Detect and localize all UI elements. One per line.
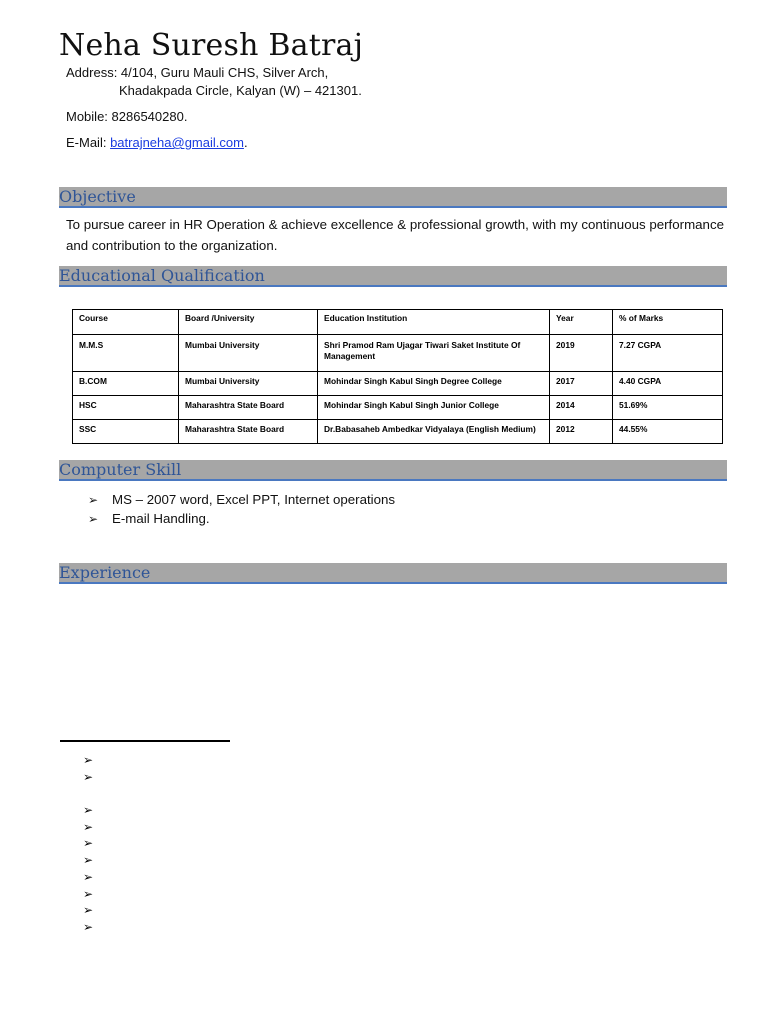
table-row [73,335,723,372]
table-cell: Mohindar Singh Kabul Singh Degree College [318,372,550,396]
list-item [88,490,395,509]
table-cell: 2019 [550,335,613,372]
table-cell: 4.40 CGPA [613,372,723,396]
table-cell: 44.55% [613,420,723,444]
table-cell: Dr.Babasaheb Ambedkar Vidyalaya (English Medium) [318,420,550,444]
arrow-bullet-icon: ➢ [83,887,94,901]
table-header-cell: Year [550,310,613,335]
arrow-bullet-icon: ➢ [83,836,94,850]
skill-text: E-mail Handling. [112,511,210,526]
arrow-bullet-icon: ➢ [83,753,94,767]
table-header-cell: Board /University [179,310,318,335]
arrow-bullet-icon: ➢ [83,920,94,934]
email-label: E-Mail: [66,135,111,150]
arrow-bullet-icon: ➢ [83,770,94,784]
section-header-objective [59,187,727,208]
arrow-bullet-icon: ➢ [83,853,94,867]
table-header-row [73,310,723,335]
table-header-cell: Education Institution [318,310,550,335]
table-cell: SSC [73,420,179,444]
email-suffix: . [243,135,248,150]
table-cell: 2014 [550,396,613,420]
education-table [72,309,723,444]
table-cell: 7.27 CGPA [613,335,723,372]
email-link[interactable]: batrajneha@gmail.com [110,135,244,150]
arrow-bullet-icon: ➢ [83,870,94,884]
table-cell: HSC [73,396,179,420]
table-cell: Mumbai University [179,372,318,396]
table-cell: Mohindar Singh Kabul Singh Junior College [318,396,550,420]
table-cell: 51.69% [613,396,723,420]
heading-underline-rule [60,740,230,742]
section-title-objective: Objective [59,187,136,206]
section-header-education [59,266,727,287]
table-cell: 2017 [550,372,613,396]
skill-text: MS – 2007 word, Excel PPT, Internet operations [112,492,396,507]
arrow-bullet-icon: ➢ [83,803,94,817]
table-cell: M.M.S [73,335,179,372]
arrow-bullet-icon: ➢ [83,820,94,834]
address-line-2: Khadakpada Circle, Kalyan (W) – 421301. [119,83,362,98]
table-row [73,420,723,444]
table-header-cell: % of Marks [613,310,723,335]
table-cell: Maharashtra State Board [179,396,318,420]
objective-text: To pursue career in HR Operation & achieve excellence & professional growth, with my continuous performance and contribution to the organization. [66,217,724,253]
section-title-computer-skill: Computer Skill [59,460,182,479]
arrow-bullet-icon: ➢ [88,493,99,507]
mobile-number: Mobile: 8286540280. [66,109,188,124]
computer-skills-list [88,490,395,528]
section-header-computer-skill [59,460,727,481]
list-item [88,509,395,528]
section-title-education: Educational Qualification [59,266,265,285]
arrow-bullet-icon: ➢ [88,512,99,526]
table-row [73,396,723,420]
section-header-experience [59,563,727,584]
candidate-name: Neha Suresh Batraj [59,28,364,63]
address-line-1: Address: 4/104, Guru Mauli CHS, Silver Arch, [66,65,329,80]
arrow-bullet-icon: ➢ [83,903,94,917]
table-cell: Mumbai University [179,335,318,372]
table-row [73,372,723,396]
table-cell: 2012 [550,420,613,444]
email-line [66,135,248,150]
table-cell: Maharashtra State Board [179,420,318,444]
table-header-cell: Course [73,310,179,335]
table-cell: B.COM [73,372,179,396]
section-title-experience: Experience [59,563,151,582]
table-cell: Shri Pramod Ram Ujagar Tiwari Saket Institute Of Management [318,335,550,372]
